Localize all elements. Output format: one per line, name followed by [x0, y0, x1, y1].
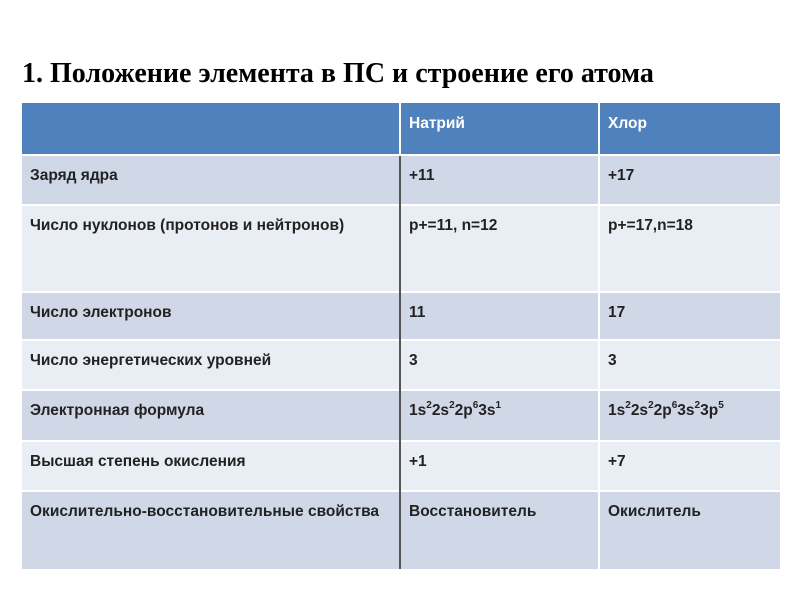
orbital-electron-count: 6	[671, 399, 678, 411]
sodium-value: 3	[400, 340, 599, 390]
orbital-label: 3p	[700, 402, 719, 419]
orbital-electron-count: 1	[495, 399, 502, 411]
chlorine-value: +7	[599, 441, 780, 491]
element-comparison-table	[22, 103, 780, 569]
orbital-electron-count: 2	[449, 399, 455, 411]
page-title: 1. Положение элемента в ПС и строение его атома	[22, 58, 654, 89]
sodium-electron-formula	[400, 390, 599, 441]
chlorine-value: 3	[599, 340, 780, 390]
row-label: Число нуклонов (протонов и нейтронов)	[22, 205, 400, 292]
table-row-energy-levels	[22, 340, 780, 390]
header-property	[22, 103, 400, 155]
header-sodium: Натрий	[400, 103, 599, 155]
orbital-electron-count: 6	[472, 399, 479, 411]
orbital-label: 1s	[608, 402, 626, 419]
table-row-redox-properties	[22, 491, 780, 569]
orbital-label: 1s	[409, 402, 427, 419]
chlorine-value: Окислитель	[599, 491, 780, 569]
chlorine-value: +17	[599, 155, 780, 205]
orbital-label: 2s	[431, 402, 450, 419]
orbital-label: 2s	[630, 402, 649, 419]
table-row-oxidation-state	[22, 441, 780, 491]
sodium-value: +11	[400, 155, 599, 205]
row-label: Окислительно-восстановительные свойства	[22, 491, 400, 569]
sodium-value: Восстановитель	[400, 491, 599, 569]
table-row-nuclear-charge	[22, 155, 780, 205]
table-header-row	[22, 103, 780, 155]
orbital-electron-count: 2	[426, 399, 432, 411]
row-label: Электронная формула	[22, 390, 400, 441]
chlorine-electron-formula	[599, 390, 780, 441]
row-label: Число электронов	[22, 292, 400, 340]
orbital-label: 3s	[677, 402, 695, 419]
row-label: Высшая степень окисления	[22, 441, 400, 491]
orbital-electron-count: 2	[625, 399, 631, 411]
header-chlorine: Хлор	[599, 103, 780, 155]
chlorine-value: p+=17,n=18	[599, 205, 780, 292]
sodium-value: +1	[400, 441, 599, 491]
orbital-label: 2p	[454, 402, 473, 419]
sodium-value: p+=11, n=12	[400, 205, 599, 292]
table-row-electron-formula	[22, 390, 780, 441]
row-label: Заряд ядра	[22, 155, 400, 205]
row-label: Число энергетических уровней	[22, 340, 400, 390]
table-row-electrons	[22, 292, 780, 340]
orbital-electron-count: 5	[718, 399, 724, 411]
orbital-label: 2p	[653, 402, 672, 419]
chlorine-value: 17	[599, 292, 780, 340]
orbital-label: 3s	[478, 402, 496, 419]
orbital-electron-count: 2	[648, 399, 654, 411]
sodium-value: 11	[400, 292, 599, 340]
orbital-electron-count: 2	[694, 399, 701, 411]
table-row-nucleons	[22, 205, 780, 292]
